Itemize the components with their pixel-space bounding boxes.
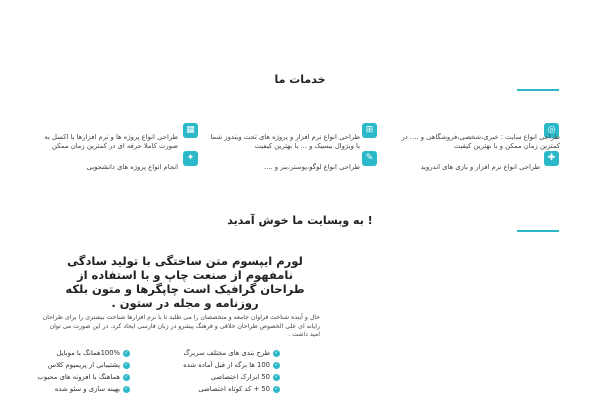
feature-item: ✓ 50 + کد کوتاه اختصاصی xyxy=(198,385,279,393)
service-desc: طراحی انواع سایت : خبری،شخصی،فروشگاهی و .... در کمترین زمان ممکن و با بهترین کیفیت xyxy=(401,133,560,150)
feature-item: ✓ پشتیبانی از پریمیوم کلاس xyxy=(47,361,129,369)
welcome-paragraph: حال و آینده شناخت فراوان جامعه و متخصصان را می طلبد تا با نرم افزارها شناخت بیشتری را برای طراحان رایانه ای علی الخصوص طراحان خلاقی و فرهنگ پیشرو در زبان فارسی ایجاد کرد. در این صورت می توان امید داشت . xyxy=(42,314,320,338)
services-title-underline xyxy=(517,89,559,91)
service-desc: طراحی انواع نرم افزار و بازی های اندروید xyxy=(420,163,540,171)
check-icon: ✓ xyxy=(274,361,279,368)
check-icon: ✓ xyxy=(124,385,129,392)
feature-item: ✓ 50 ابزارک اختصاصی xyxy=(210,373,279,381)
check-icon: ✓ xyxy=(124,361,129,368)
service-desc: طراحی انواع لوگو،پوستر،بنر و .... xyxy=(263,163,360,171)
excel-icon: ▦ xyxy=(183,123,198,138)
check-icon: ✓ xyxy=(124,349,129,356)
check-icon: ✓ xyxy=(274,385,279,392)
service-desc: طراحی انواع پروژه ها و نرم افزارها با اکسل به صورت کاملا حرفه ای در کمترین زمان ممکن xyxy=(44,133,178,150)
feature-item: ✓ هماهنگ با افزونه های محبوب xyxy=(37,373,129,381)
feature-item: ✓ 100%همانگ با موبایل xyxy=(56,349,129,357)
android-icon: ✚ xyxy=(544,151,559,166)
service-desc: طراحی انواع نرم افزار و پروژه های تحت ویندوز شما با ویژوال بیسیک و ... با بهترین کیفیت xyxy=(210,133,360,150)
globe-icon: ◎ xyxy=(544,123,559,138)
feature-item: ✓ 100 ها برگه از قبل آماده شده xyxy=(183,361,279,369)
welcome-hero-text: لورم ایپسوم متن ساختگی با تولید سادگی نامفهوم از صنعت چاپ و با استفاده از طراحان گرافیک است چاپگرها و متون بلکه روزنامه و مجله در ستون . xyxy=(65,254,305,310)
windows-icon: ⊞ xyxy=(362,123,377,138)
check-icon: ✓ xyxy=(124,373,129,380)
feature-item: ✓ بهینه سازی و سئو شده xyxy=(54,385,129,393)
welcome-title-underline xyxy=(517,230,559,232)
check-icon: ✓ xyxy=(274,349,279,356)
check-icon: ✓ xyxy=(274,373,279,380)
feature-item: ✓ طرح بندی های مختلف سربرگ xyxy=(183,349,279,357)
welcome-title: به وبسایت ما خوش آمدید ! xyxy=(227,214,373,227)
graphic-icon: ✎ xyxy=(362,151,377,166)
service-desc: انجام انواع پروژه های دانشجویی xyxy=(86,163,178,171)
services-title: خدمات ما xyxy=(274,73,326,86)
student-project-icon: ✦ xyxy=(183,151,198,166)
